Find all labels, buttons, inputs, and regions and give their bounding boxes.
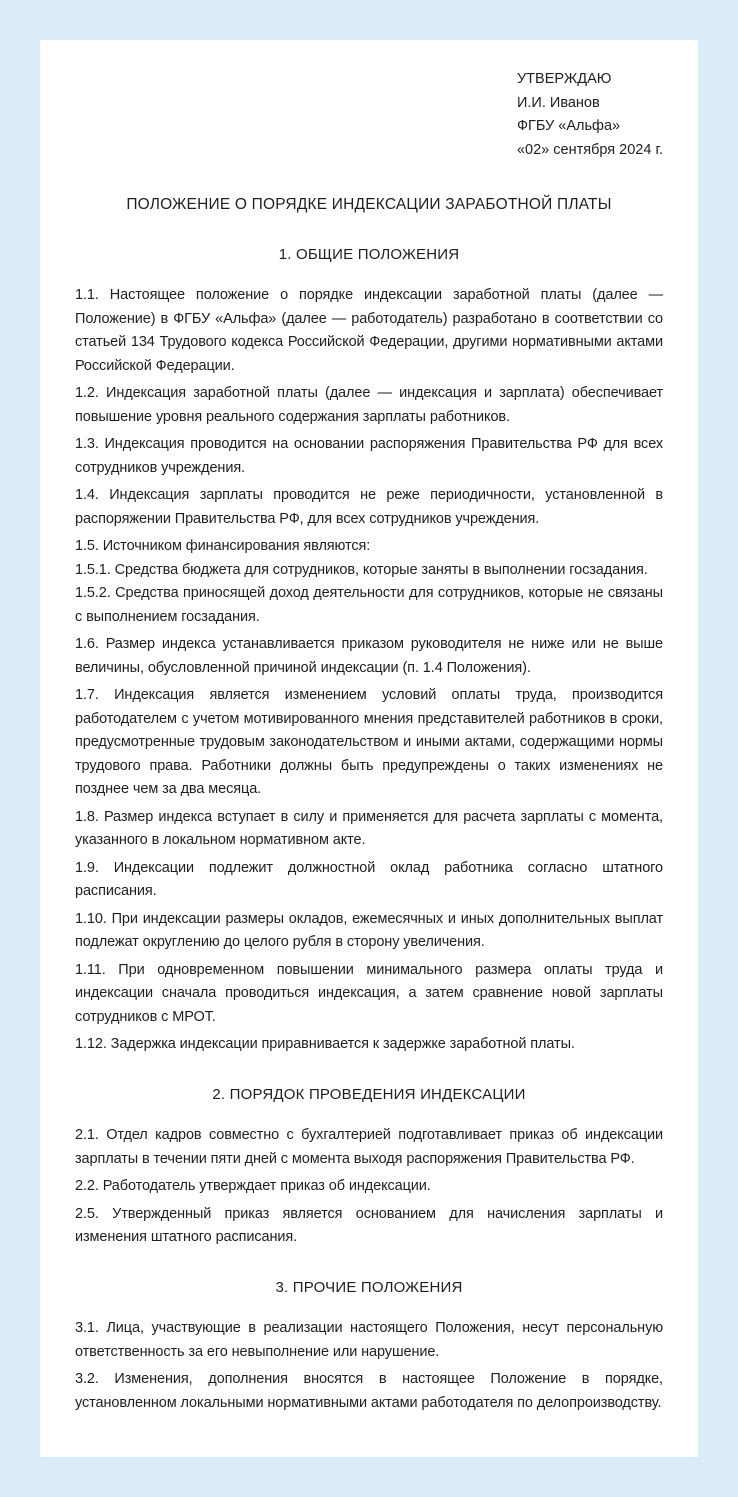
paragraph: 1.10. При индексации размеры окладов, ежемесячных и иных дополнительных выплат подлежат округлению до целого рубля в сторону увеличения.: [75, 910, 663, 950]
approval-line: УТВЕРЖДАЮ: [516, 71, 612, 87]
paragraph: 1.12. Задержка индексации приравнивается к задержке заработной платы.: [75, 1036, 575, 1052]
paragraph: 2.1. Отдел кадров совместно с бухгалтерией подготавливает приказ об индексации зарплаты в течении пяти дней с момента выходя распоряжения Правительства РФ.: [75, 1127, 663, 1167]
document-body: [75, 243, 663, 1416]
paragraph: 1.11. При одновременном повышении минимального размера оплаты труда и индексации сначала проводиться индексация, а затем сравнение новой зарплаты сотрудников с МРОТ.: [75, 961, 663, 1025]
paragraph: 3.1. Лица, участвующие в реализации настоящего Положения, несут персональную ответственность за его невыполнение или нарушение.: [75, 1320, 663, 1360]
paragraph: 1.4. Индексация зарплаты проводится не реже периодичности, установленной в распоряжении Правительства РФ, для всех сотрудников учреждения.: [75, 487, 663, 527]
paragraph: 1.5.2. Средства приносящей доход деятельности для сотрудников, которые не связаны с выполнением госзадания.: [75, 585, 663, 625]
paragraph: 2.2. Работодатель утверждает приказ об индексации.: [75, 1178, 431, 1194]
approval-line: «02» сентября 2024 г.: [516, 141, 663, 158]
document-title: ПОЛОЖЕНИЕ О ПОРЯДКЕ ИНДЕКСАЦИИ ЗАРАБОТНОЙ ПЛАТЫ: [126, 196, 612, 213]
section: [75, 1276, 663, 1416]
section-heading: 1. ОБЩИЕ ПОЛОЖЕНИЯ: [278, 245, 460, 263]
paragraph: 1.1. Настоящее положение о порядке индексации заработной платы (далее — Положение) в ФГБУ «Альфа» (далее — работодатель) разработано в соответствии со статьей 134 Трудового кодекса Российской Федерации, другими нормативными актами Российской Федерации.: [75, 287, 663, 374]
section-heading: 2. ПОРЯДОК ПРОВЕДЕНИЯ ИНДЕКСАЦИИ: [212, 1085, 526, 1103]
approval-block: [517, 68, 663, 162]
section-heading: 3. ПРОЧИЕ ПОЛОЖЕНИЯ: [275, 1278, 463, 1296]
section: [75, 1083, 663, 1250]
paragraph: 1.2. Индексация заработной платы (далее — индексация и зарплата) обеспечивает повышение уровня реального содержания зарплаты работников.: [75, 385, 663, 425]
paragraph: 1.5.1. Средства бюджета для сотрудников, которые заняты в выполнении госзадания.: [75, 561, 648, 578]
approval-line: ФГБУ «Альфа»: [516, 118, 621, 134]
section: [75, 243, 663, 1057]
paragraph: 1.5. Источником финансирования являются:: [75, 538, 371, 554]
document-page: [40, 40, 698, 1457]
paragraph: 2.5. Утвержденный приказ является основанием для начисления зарплаты и изменения штатного расписания.: [75, 1205, 663, 1245]
paragraph: 3.2. Изменения, дополнения вносятся в настоящее Положение в порядке, установленном локальными нормативными актами работодателя по делопроизводству.: [75, 1371, 663, 1411]
paragraph: 1.6. Размер индекса устанавливается приказом руководителя не ниже или не выше величины, обусловленной причиной индексации (п. 1.4 Положения).: [75, 636, 663, 676]
paragraph: 1.9. Индексации подлежит должностной оклад работника согласно штатного расписания.: [75, 859, 663, 899]
paragraph: 1.3. Индексация проводится на основании распоряжения Правительства РФ для всех сотрудников учреждения.: [75, 436, 663, 476]
paragraph: 1.7. Индексация является изменением условий оплаты труда, производится работодателем с учетом мотивированного мнения представителей работников в сроки, предусмотренные трудовым законодательством и иными актами, содержащими нормы трудового права. Работники должны быть предупреждены о таких изменениях не позднее чем за два месяца.: [75, 687, 663, 797]
paragraph: 1.8. Размер индекса вступает в силу и применяется для расчета зарплаты с момента, указанного в локальном нормативном акте.: [75, 808, 663, 848]
approval-line: И.И. Иванов: [516, 94, 600, 111]
